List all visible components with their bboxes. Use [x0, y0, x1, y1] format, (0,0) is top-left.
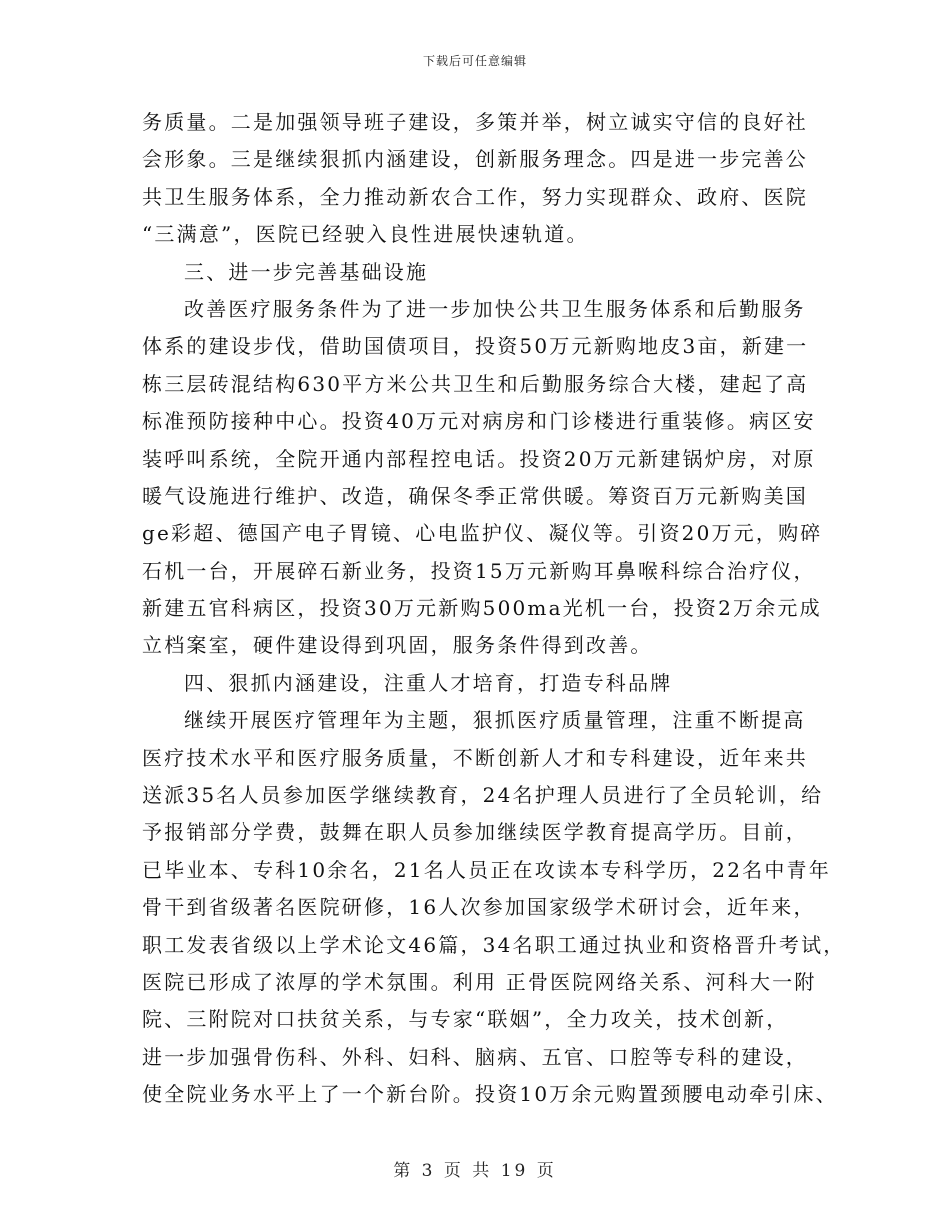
text-line: 会形象。三是继续狠抓内涵建设，创新服务理念。四是进一步完善公 — [142, 147, 808, 172]
text-line: 务质量。二是加强领导班子建设，多策并举，树立诚实守信的良好社 — [142, 110, 808, 134]
text-line: 装呼叫系统，全院开通内部程控电话。投资20万元新建锅炉房，对原 — [142, 446, 816, 471]
text-line: 标准预防接种中心。投资40万元对病房和门诊楼进行重装修。病区安 — [142, 409, 816, 434]
text-line: 暖气设施进行维护、改造，确保冬季正常供暖。筹资百万元新购美国 — [142, 483, 808, 508]
text-line: 职工发表省级以上学术论文46篇，34名职工通过执业和资格晋升考试， — [142, 932, 846, 957]
text-line: “三满意”，医院已经驶入良性进展快速轨道。 — [142, 222, 589, 247]
page-footer: 第 3 页 共 19 页 — [393, 1161, 557, 1181]
text-line: 体系的建设步伐，借助国债项目，投资50万元新购地皮3亩，新建一 — [142, 334, 809, 359]
text-line: 石机一台，开展碎石新业务，投资15万元新购耳鼻喉科综合治疗仪， — [142, 558, 816, 583]
text-line: 三、进一步完善基础设施 — [184, 259, 429, 284]
text-line: ge彩超、德国产电子胃镜、心电监护仪、凝仪等。引资20万元，购碎 — [142, 521, 823, 546]
text-line: 共卫生服务体系，全力推动新农合工作，努力实现群众、政府、医院 — [142, 184, 808, 209]
text-line: 立档案室，硬件建设得到巩固，服务条件得到改善。 — [142, 633, 653, 658]
text-line: 医疗技术水平和医疗服务质量，不断创新人才和专科建设，近年来共 — [142, 745, 808, 770]
text-line: 四、狠抓内涵建设，注重人才培育，打造专科品牌 — [184, 670, 673, 695]
text-line: 改善医疗服务条件为了进一步加快公共卫生服务体系和后勤服务 — [184, 296, 806, 321]
text-line: 继续开展医疗管理年为主题，狠抓医疗质量管理，注重不断提高 — [184, 708, 806, 733]
text-line: 送派35名人员参加医学继续教育，24名护理人员进行了全员轮训，给 — [142, 783, 824, 808]
text-line: 栋三层砖混结构630平方米公共卫生和后勤服务综合大楼，建起了高 — [142, 371, 809, 396]
text-line: 进一步加强骨伤科、外科、妇科、脑病、五官、口腔等专科的建设， — [142, 1044, 808, 1069]
text-line: 院、三附院对口扶贫关系，与专家“联姻”，全力攻关，技术创新， — [142, 1007, 789, 1032]
text-line: 予报销部分学费，鼓舞在职人员参加继续医学教育提高学历。目前， — [142, 820, 808, 845]
text-line: 骨干到省级著名医院研修，16人次参加国家级学术研讨会，近年来， — [142, 895, 816, 920]
text-line: 新建五官科病区，投资30万元新购500ma光机一台，投资2万余元成 — [142, 596, 822, 621]
text-line: 医院已形成了浓厚的学术氛围。利用 正骨医院网络关系、河科大一附 — [142, 969, 817, 994]
text-line: 使全院业务水平上了一个新台阶。投资10万余元购置颈腰电动牵引床、 — [142, 1082, 838, 1107]
page-header: 下载后可任意编辑 — [422, 54, 527, 68]
text-line: 已毕业本、专科10余名，21名人员正在攻读本专科学历，22名中青年 — [142, 857, 831, 882]
document-body — [142, 104, 846, 1114]
